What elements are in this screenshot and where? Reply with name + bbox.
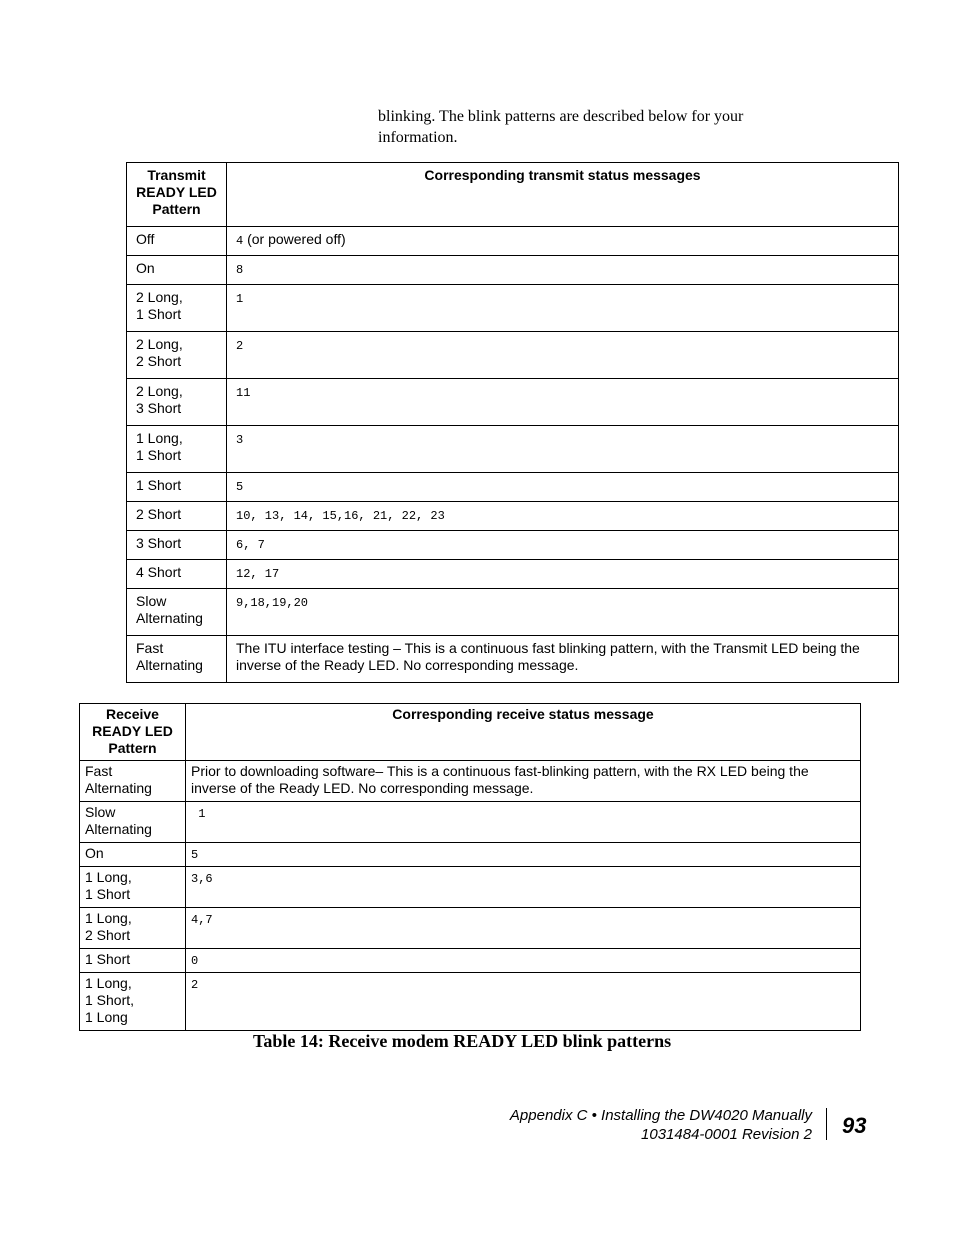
receive-led-table	[79, 703, 861, 1031]
receive-pattern-cell: Fast Alternating	[80, 761, 186, 802]
transmit-row	[127, 473, 899, 502]
footer-divider	[826, 1108, 827, 1140]
receive-message-text: 4,7	[191, 913, 213, 927]
transmit-row	[127, 589, 899, 636]
receive-message-text: Prior to downloading software– This is a continuous fast-blinking pattern, with the RX LED being the inverse of the Ready LED. No corresponding message.	[191, 763, 809, 796]
transmit-pattern-cell: 2 Long, 3 Short	[127, 379, 227, 426]
transmit-pattern-cell: 4 Short	[127, 560, 227, 589]
intro-line-1: blinking. The blink patterns are described below for your	[378, 108, 744, 125]
transmit-pattern-cell: 1 Long, 1 Short	[127, 426, 227, 473]
transmit-message-cell	[227, 285, 899, 332]
transmit-message-text: 11	[236, 386, 251, 400]
transmit-message-cell	[227, 379, 899, 426]
transmit-row	[127, 636, 899, 683]
transmit-message-text: 10, 13, 14, 15,16, 21, 22, 23	[236, 509, 445, 523]
transmit-message-cell	[227, 502, 899, 531]
transmit-message-suffix: (or powered off)	[243, 231, 346, 247]
receive-row	[80, 802, 861, 843]
receive-pattern-header: Receive READY LED Pattern	[80, 704, 186, 761]
transmit-pattern-cell: 2 Long, 1 Short	[127, 285, 227, 332]
receive-message-header: Corresponding receive status message	[186, 704, 861, 761]
transmit-row	[127, 502, 899, 531]
receive-message-cell	[186, 761, 861, 802]
footer-line-2: 1031484-0001 Revision 2	[641, 1126, 812, 1143]
transmit-message-text: The ITU interface testing – This is a continuous fast blinking pattern, with the Transmit LED being the inverse of the Ready LED. No corresponding message.	[236, 640, 860, 673]
receive-row	[80, 843, 861, 867]
transmit-message-cell	[227, 332, 899, 379]
receive-message-text: 1	[191, 807, 206, 821]
transmit-message-text: 8	[236, 263, 244, 277]
receive-message-cell	[186, 867, 861, 908]
receive-pattern-cell: 1 Long, 2 Short	[80, 908, 186, 949]
transmit-header-row	[127, 163, 899, 227]
receive-row	[80, 908, 861, 949]
transmit-row	[127, 285, 899, 332]
transmit-pattern-cell: Off	[127, 227, 227, 256]
transmit-pattern-cell: On	[127, 256, 227, 285]
receive-message-cell	[186, 949, 861, 973]
transmit-pattern-header: Transmit READY LED Pattern	[127, 163, 227, 227]
transmit-message-cell	[227, 473, 899, 502]
transmit-message-cell	[227, 560, 899, 589]
transmit-pattern-cell: 1 Short	[127, 473, 227, 502]
transmit-led-table	[126, 162, 899, 683]
footer-line-1: Appendix C • Installing the DW4020 Manually	[509, 1107, 812, 1124]
transmit-pattern-cell: 3 Short	[127, 531, 227, 560]
receive-message-cell	[186, 908, 861, 949]
transmit-message-cell	[227, 636, 899, 683]
page-number: 93	[842, 1113, 867, 1138]
receive-message-text: 3,6	[191, 872, 213, 886]
transmit-message-text: 1	[236, 292, 244, 306]
transmit-pattern-cell: Fast Alternating	[127, 636, 227, 683]
transmit-row	[127, 379, 899, 426]
transmit-pattern-cell: 2 Long, 2 Short	[127, 332, 227, 379]
transmit-row	[127, 531, 899, 560]
receive-header-row	[80, 704, 861, 761]
transmit-message-header: Corresponding transmit status messages	[227, 163, 899, 227]
transmit-row	[127, 426, 899, 473]
transmit-message-cell	[227, 589, 899, 636]
receive-pattern-cell: 1 Short	[80, 949, 186, 973]
transmit-row	[127, 227, 899, 256]
transmit-message-text: 5	[236, 480, 244, 494]
receive-message-text: 0	[191, 954, 199, 968]
transmit-message-text: 3	[236, 433, 244, 447]
receive-message-text: 2	[191, 978, 199, 992]
receive-message-cell	[186, 802, 861, 843]
receive-message-cell	[186, 973, 861, 1031]
intro-line-2: information.	[378, 129, 458, 146]
transmit-message-text: 9,18,19,20	[236, 596, 309, 610]
receive-pattern-cell: Slow Alternating	[80, 802, 186, 843]
transmit-row	[127, 256, 899, 285]
transmit-message-cell	[227, 426, 899, 473]
transmit-row	[127, 332, 899, 379]
transmit-message-cell	[227, 227, 899, 256]
receive-pattern-cell: 1 Long, 1 Short, 1 Long	[80, 973, 186, 1031]
page-footer	[510, 1106, 812, 1144]
receive-message-cell	[186, 843, 861, 867]
table-caption: Table 14: Receive modem READY LED blink patterns	[253, 1031, 672, 1051]
transmit-message-text: 2	[236, 339, 244, 353]
transmit-message-cell	[227, 256, 899, 285]
transmit-pattern-cell: Slow Alternating	[127, 589, 227, 636]
receive-row	[80, 867, 861, 908]
transmit-row	[127, 560, 899, 589]
receive-row	[80, 761, 861, 802]
transmit-message-text: 4	[236, 234, 244, 248]
transmit-message-cell	[227, 531, 899, 560]
receive-message-text: 5	[191, 848, 199, 862]
intro-paragraph	[378, 106, 808, 148]
transmit-message-text: 12, 17	[236, 567, 280, 581]
receive-pattern-cell: 1 Long, 1 Short	[80, 867, 186, 908]
receive-pattern-cell: On	[80, 843, 186, 867]
receive-row	[80, 973, 861, 1031]
transmit-message-text: 6, 7	[236, 538, 265, 552]
transmit-pattern-cell: 2 Short	[127, 502, 227, 531]
receive-row	[80, 949, 861, 973]
